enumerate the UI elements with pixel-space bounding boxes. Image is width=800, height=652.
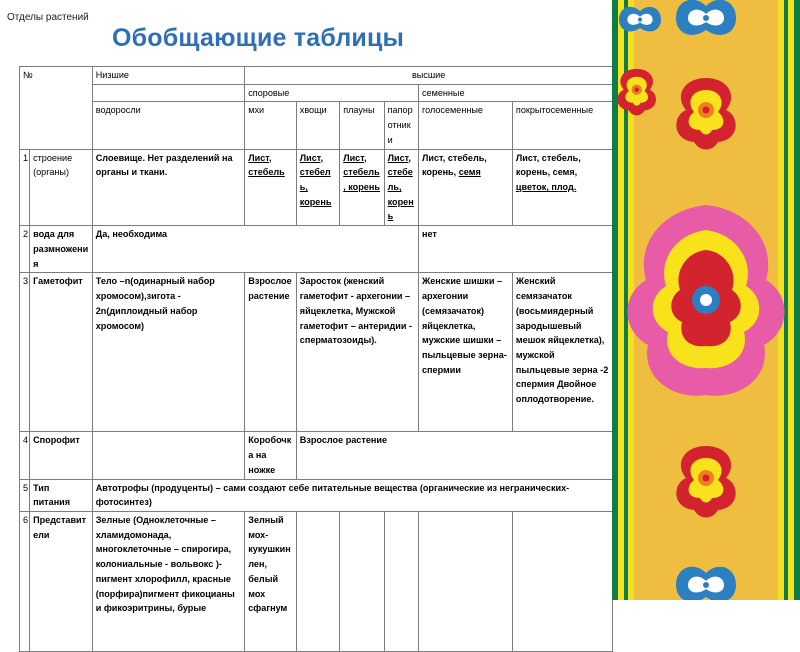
header-num: №	[20, 67, 93, 150]
header-angio: покрытосеменные	[512, 102, 612, 149]
header-ferns: папоротники	[384, 102, 418, 149]
cell-algae: Тело –n(одинарный набор хромосом),зигота - 2n(диплоидный набор хромосом)	[92, 273, 245, 432]
cell-mosses: Взрослое растение	[245, 273, 297, 432]
cell-horsetails	[296, 511, 339, 651]
cell-ferns	[384, 511, 418, 651]
table-row	[20, 273, 613, 432]
ornamental-border	[612, 0, 800, 600]
cell-angio	[512, 149, 612, 226]
table-row	[20, 149, 613, 226]
header-algae: водоросли	[92, 102, 245, 149]
row-name: Гаметофит	[30, 273, 93, 432]
cell-clubmosses: Лист, стебель, корень	[340, 149, 384, 226]
cell-algae	[92, 432, 245, 479]
cell-nutrition: Автотрофы (продуценты) – сами создают себе питательные вещества (органические из неграничеcких- фотосинтез)	[92, 479, 612, 511]
row-name: вода для размножения	[30, 226, 93, 273]
cell-adult-plant: Взрослое растение	[296, 432, 612, 479]
row-num: 4	[20, 432, 30, 479]
header-row-2	[20, 84, 613, 102]
header-gymno: голосеменные	[418, 102, 512, 149]
header-lower: Низшие	[92, 67, 245, 85]
cell-angio: Женский семязачаток (восьмиядерный зародышевый мешок яйцеклетка), мужской пыльцевые зерна -2 спермия Двойное оплодотворение.	[512, 273, 612, 432]
cell-ferns: Лист, стебель, корень	[384, 149, 418, 226]
row-num: 6	[20, 511, 30, 651]
row-name: строение (органы)	[30, 149, 93, 226]
cell-water-yes: Да, необходима	[92, 226, 418, 273]
header-clubmosses: плауны	[340, 102, 384, 149]
angio-organs: Лист, стебель, корень, семя,	[515, 152, 581, 178]
cell-gymno	[418, 511, 512, 651]
table-row	[20, 511, 613, 651]
cell-algae: Зелные (Одноклеточные – хламидомонада, многоклеточные – спирогира, колониальные - вольвокс )-пигмент хлорофилл, красные (порфира)пигмент фикоцианы и фикоэритрины, бурые	[92, 511, 245, 651]
header-row-3	[20, 102, 613, 149]
header-row-1	[20, 67, 613, 85]
cell-mosses: Лист, стебель	[245, 149, 297, 226]
cell-angio	[512, 511, 612, 651]
header-spore: споровые	[245, 84, 419, 102]
cell-horsetails: Лист, стебель, корень	[296, 149, 339, 226]
row-num: 5	[20, 479, 30, 511]
cell-gymno	[418, 149, 512, 226]
cell-mosses: Зелный мох-кукушкин лен, белый мох сфагнум	[245, 511, 297, 651]
header-higher: высшие	[245, 67, 613, 85]
row-name: Спорофит	[30, 432, 93, 479]
summary-table	[19, 66, 613, 652]
header-horsetails: хвощи	[296, 102, 339, 149]
row-num: 3	[20, 273, 30, 432]
header-mosses: мхи	[245, 102, 297, 149]
header-blank	[92, 84, 245, 102]
row-num: 1	[20, 149, 30, 226]
table-row	[20, 479, 613, 511]
header-seed: семенные	[418, 84, 612, 102]
row-num: 2	[20, 226, 30, 273]
cell-spore-gametophyte: Заросток (женский гаметофит - архегонии – яйцеклетка, Мужской гаметофит – антеридии - сперматозоиды).	[296, 273, 418, 432]
cell-clubmosses	[340, 511, 384, 651]
page-title: Обобщающие таблицы	[112, 24, 405, 52]
row-name: Тип питания	[30, 479, 93, 511]
gymno-seed: семя	[458, 167, 481, 178]
cell-water-no: нет	[418, 226, 612, 273]
table-row	[20, 226, 613, 273]
gymno-organs: Лист, стебель, корень,	[421, 152, 487, 178]
row-name: Представители	[30, 511, 93, 651]
cell-gymno: Женские шишки – архегонии (семязачаток) яйцеклетка, мужские шишки – пыльцевые зерна- спермии	[418, 273, 512, 432]
angio-flower: цветок, плод.	[515, 182, 577, 193]
cell-algae: Слоевище. Нет разделений на органы и ткани.	[92, 149, 245, 226]
cell-mosses: Коробочка на ножке	[245, 432, 297, 479]
section-label: Отделы растений	[7, 12, 89, 23]
table-row	[20, 432, 613, 479]
